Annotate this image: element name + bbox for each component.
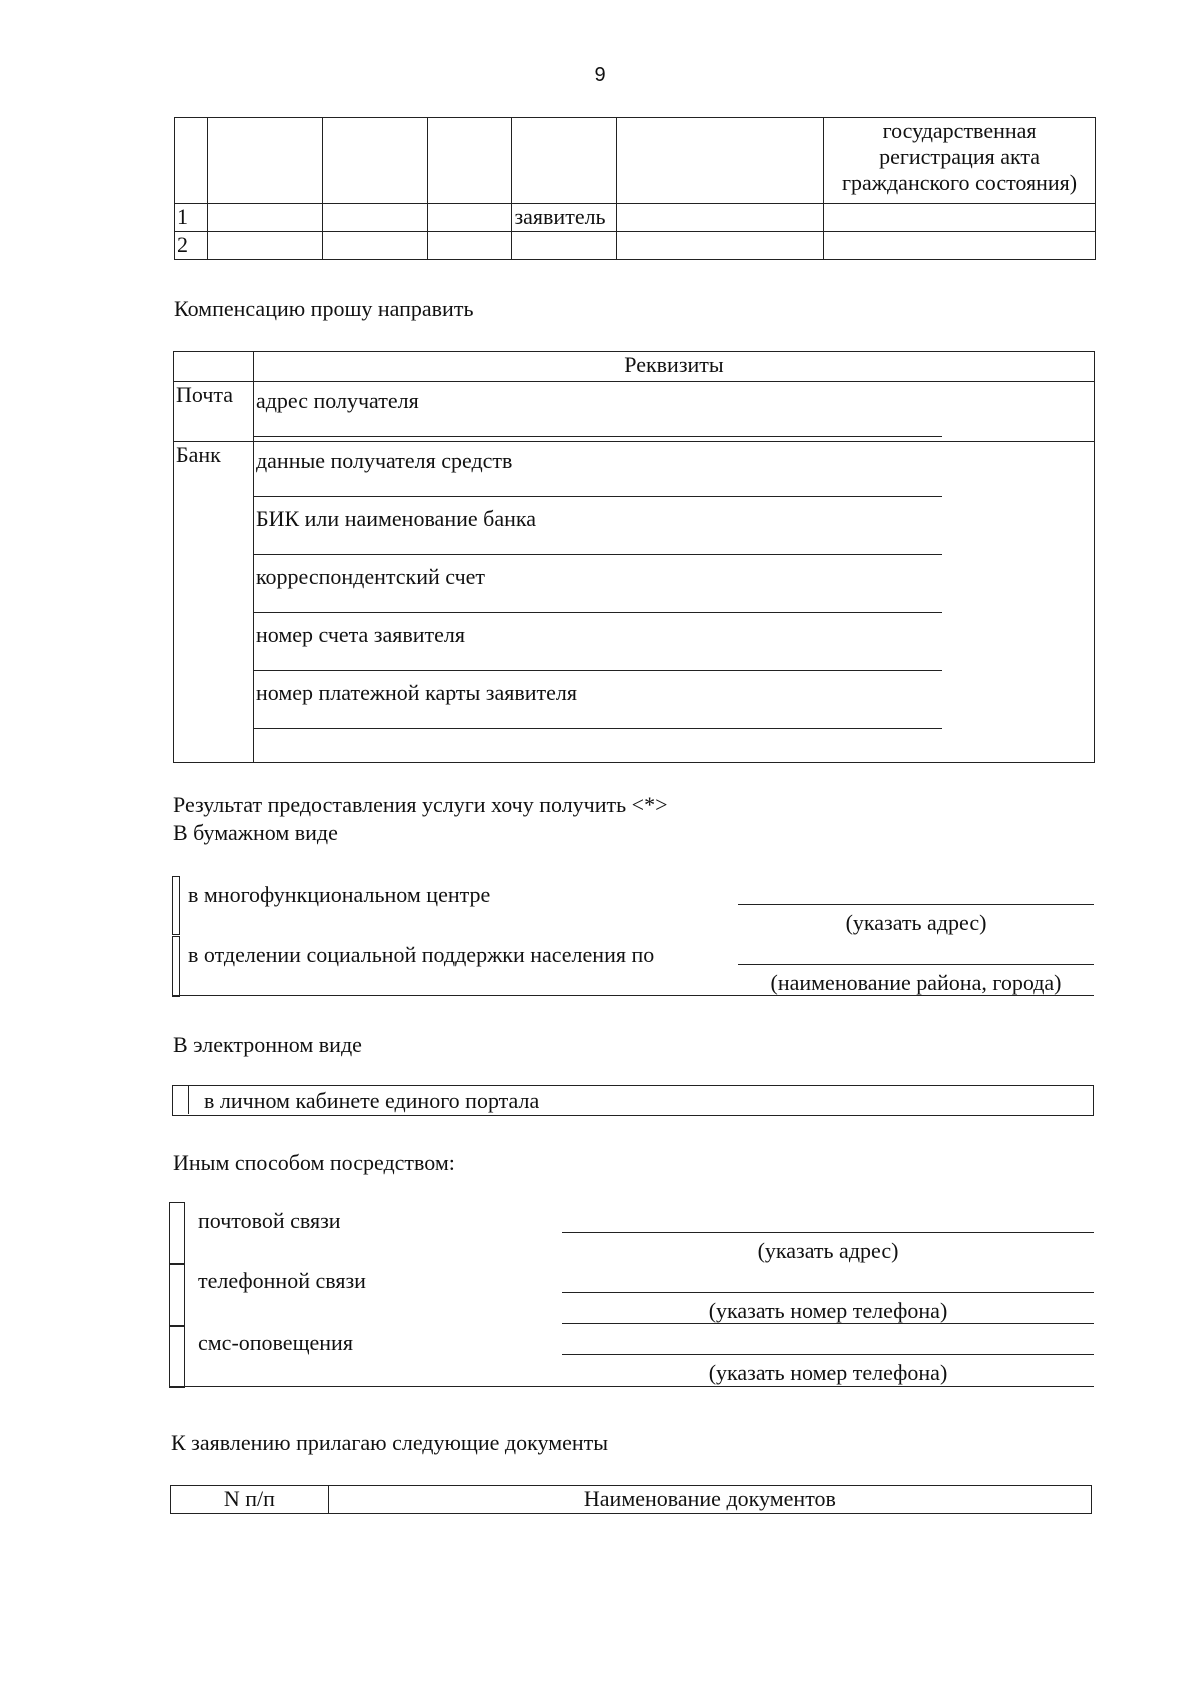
option-sms-label: смс-оповещения	[198, 1330, 353, 1355]
row-number: 2	[175, 232, 208, 260]
checkbox-phone[interactable]	[169, 1264, 185, 1326]
caption-post: (указать адрес)	[757, 1238, 899, 1263]
field-label: адрес получателя	[255, 388, 419, 413]
result-title: Результат предоставления услуги хочу получить <*>	[173, 792, 668, 817]
district-line[interactable]	[738, 964, 1094, 965]
row-applicant	[512, 232, 617, 260]
field-label: номер счета заявителя	[255, 622, 466, 647]
row-number: 1	[175, 204, 208, 232]
option-phone-label: телефонной связи	[198, 1268, 366, 1293]
field-label: номер платежной карты заявителя	[255, 680, 578, 705]
requisites-header: Реквизиты	[253, 352, 1094, 382]
address-line[interactable]	[738, 904, 1094, 905]
caption-district: (наименование района, города)	[770, 970, 1062, 995]
electronic-title: В электронном виде	[173, 1032, 362, 1057]
mail-field[interactable]	[254, 382, 1094, 440]
row-applicant: заявитель	[512, 204, 617, 232]
compensation-title: Компенсацию прошу направить	[174, 296, 474, 321]
checkbox-mfc[interactable]	[172, 876, 180, 935]
option-social-label: в отделении социальной поддержки населения по	[188, 942, 655, 967]
option-portal-label: в личном кабинете единого портала	[204, 1088, 540, 1113]
page-number: 9	[594, 64, 606, 86]
table-row	[175, 118, 1096, 204]
table-row	[175, 204, 1096, 232]
mail-label: Почта	[174, 382, 254, 442]
caption-sms: (указать номер телефона)	[708, 1360, 948, 1385]
header-line: гражданского состояния)	[842, 170, 1078, 195]
bank-field[interactable]	[254, 442, 1094, 500]
paper-title: В бумажном виде	[173, 820, 338, 845]
phone-line[interactable]	[562, 1292, 1094, 1293]
post-address-line[interactable]	[562, 1232, 1094, 1233]
col-name: Наименование документов	[328, 1486, 1091, 1514]
bank-label: Банк	[174, 442, 254, 763]
field-label: корреспондентский счет	[255, 564, 486, 589]
option-post-label: почтовой связи	[198, 1208, 341, 1233]
header-line: государственная	[882, 118, 1037, 143]
field-label: данные получателя средств	[255, 448, 513, 473]
documents-title: К заявлению прилагаю следующие документы	[171, 1430, 609, 1455]
requisites-table	[173, 351, 1095, 763]
caption-phone: (указать номер телефона)	[708, 1298, 948, 1323]
field-label: БИК или наименование банка	[255, 506, 536, 531]
bank-field[interactable]	[254, 616, 1094, 674]
checkbox-post[interactable]	[169, 1202, 185, 1264]
applicants-table	[174, 117, 1096, 260]
checkbox-sms[interactable]	[169, 1326, 185, 1388]
bank-field[interactable]	[254, 558, 1094, 616]
caption-address: (указать адрес)	[845, 910, 987, 935]
bank-field[interactable]	[254, 500, 1094, 558]
bank-field[interactable]	[254, 674, 1094, 732]
header-cell	[824, 118, 1096, 204]
documents-table	[170, 1485, 1092, 1514]
col-num: N п/п	[171, 1486, 329, 1514]
phone-caption-underline	[562, 1323, 1094, 1324]
sms-line[interactable]	[562, 1354, 1094, 1355]
checkbox-portal[interactable]	[172, 1085, 189, 1114]
checkbox-social-dept[interactable]	[172, 936, 180, 997]
other-title: Иным способом посредством:	[173, 1150, 455, 1175]
option-mfc-label: в многофункциональном центре	[188, 882, 491, 907]
header-line: регистрация акта	[879, 144, 1041, 169]
table-row	[175, 232, 1096, 260]
